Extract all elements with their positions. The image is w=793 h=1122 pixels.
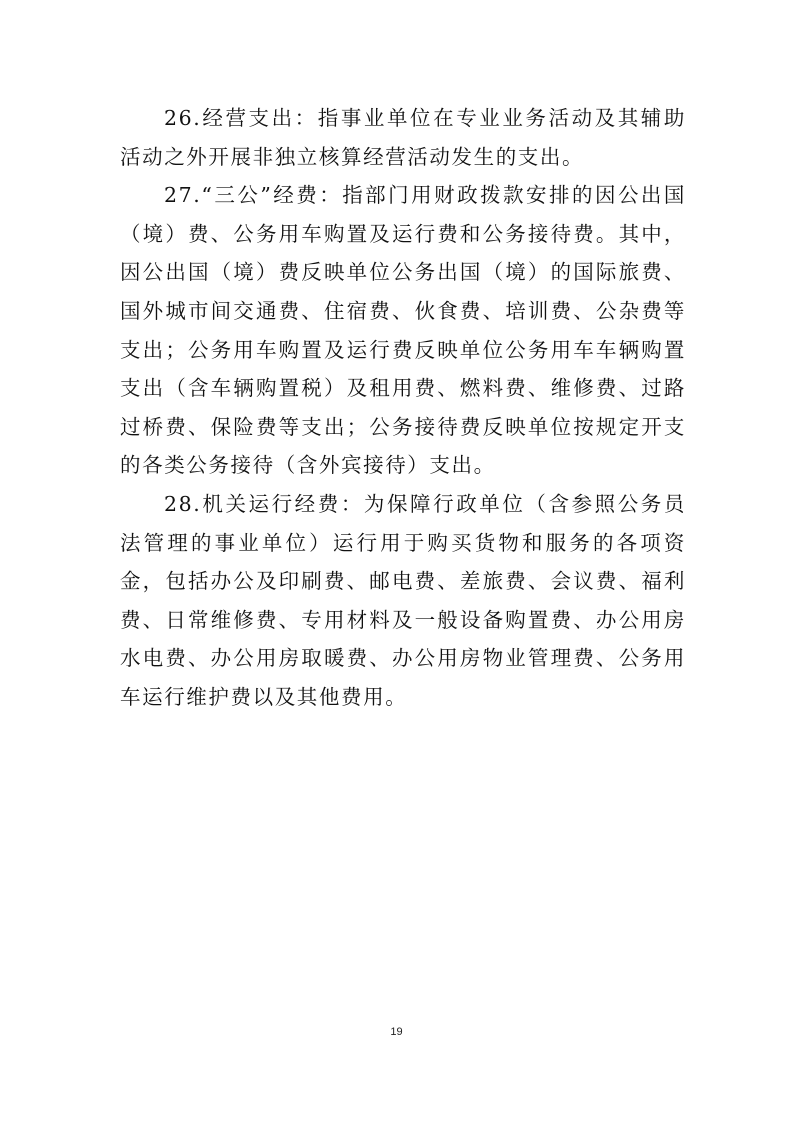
paragraph-26-operating-expenditure: 26.经营支出：指事业单位在专业业务活动及其辅助活动之外开展非独立核算经营活动发生的支出。 bbox=[120, 106, 686, 169]
page-number: 19 bbox=[390, 1026, 403, 1038]
paragraph-28-agency-operating-expenses: 28.机关运行经费：为保障行政单位（含参照公务员法管理的事业单位）运行用于购买货物和服务的各项资金，包括办公及印刷费、邮电费、差旅费、会议费、福利费、日常维修费、专用材料及一般设备购置费、办公用房水电费、办公用房取暖费、办公用房物业管理费、公务用车运行维护费以及其他费用。 bbox=[120, 491, 686, 709]
document-body bbox=[120, 99, 686, 717]
paragraph-27-three-public-expenses: 27.“三公”经费：指部门用财政拨款安排的因公出国（境）费、公务用车购置及运行费和公务接待费。其中，因公出国（境）费反映单位公务出国（境）的国际旅费、国外城市间交通费、住宿费、伙食费、培训费、公杂费等支出；公务用车购置及运行费反映单位公务用车车辆购置支出（含车辆购置税）及租用费、燃料费、维修费、过路过桥费、保险费等支出；公务接待费反映单位按规定开支的各类公务接待（含外宾接待）支出。 bbox=[120, 183, 686, 478]
